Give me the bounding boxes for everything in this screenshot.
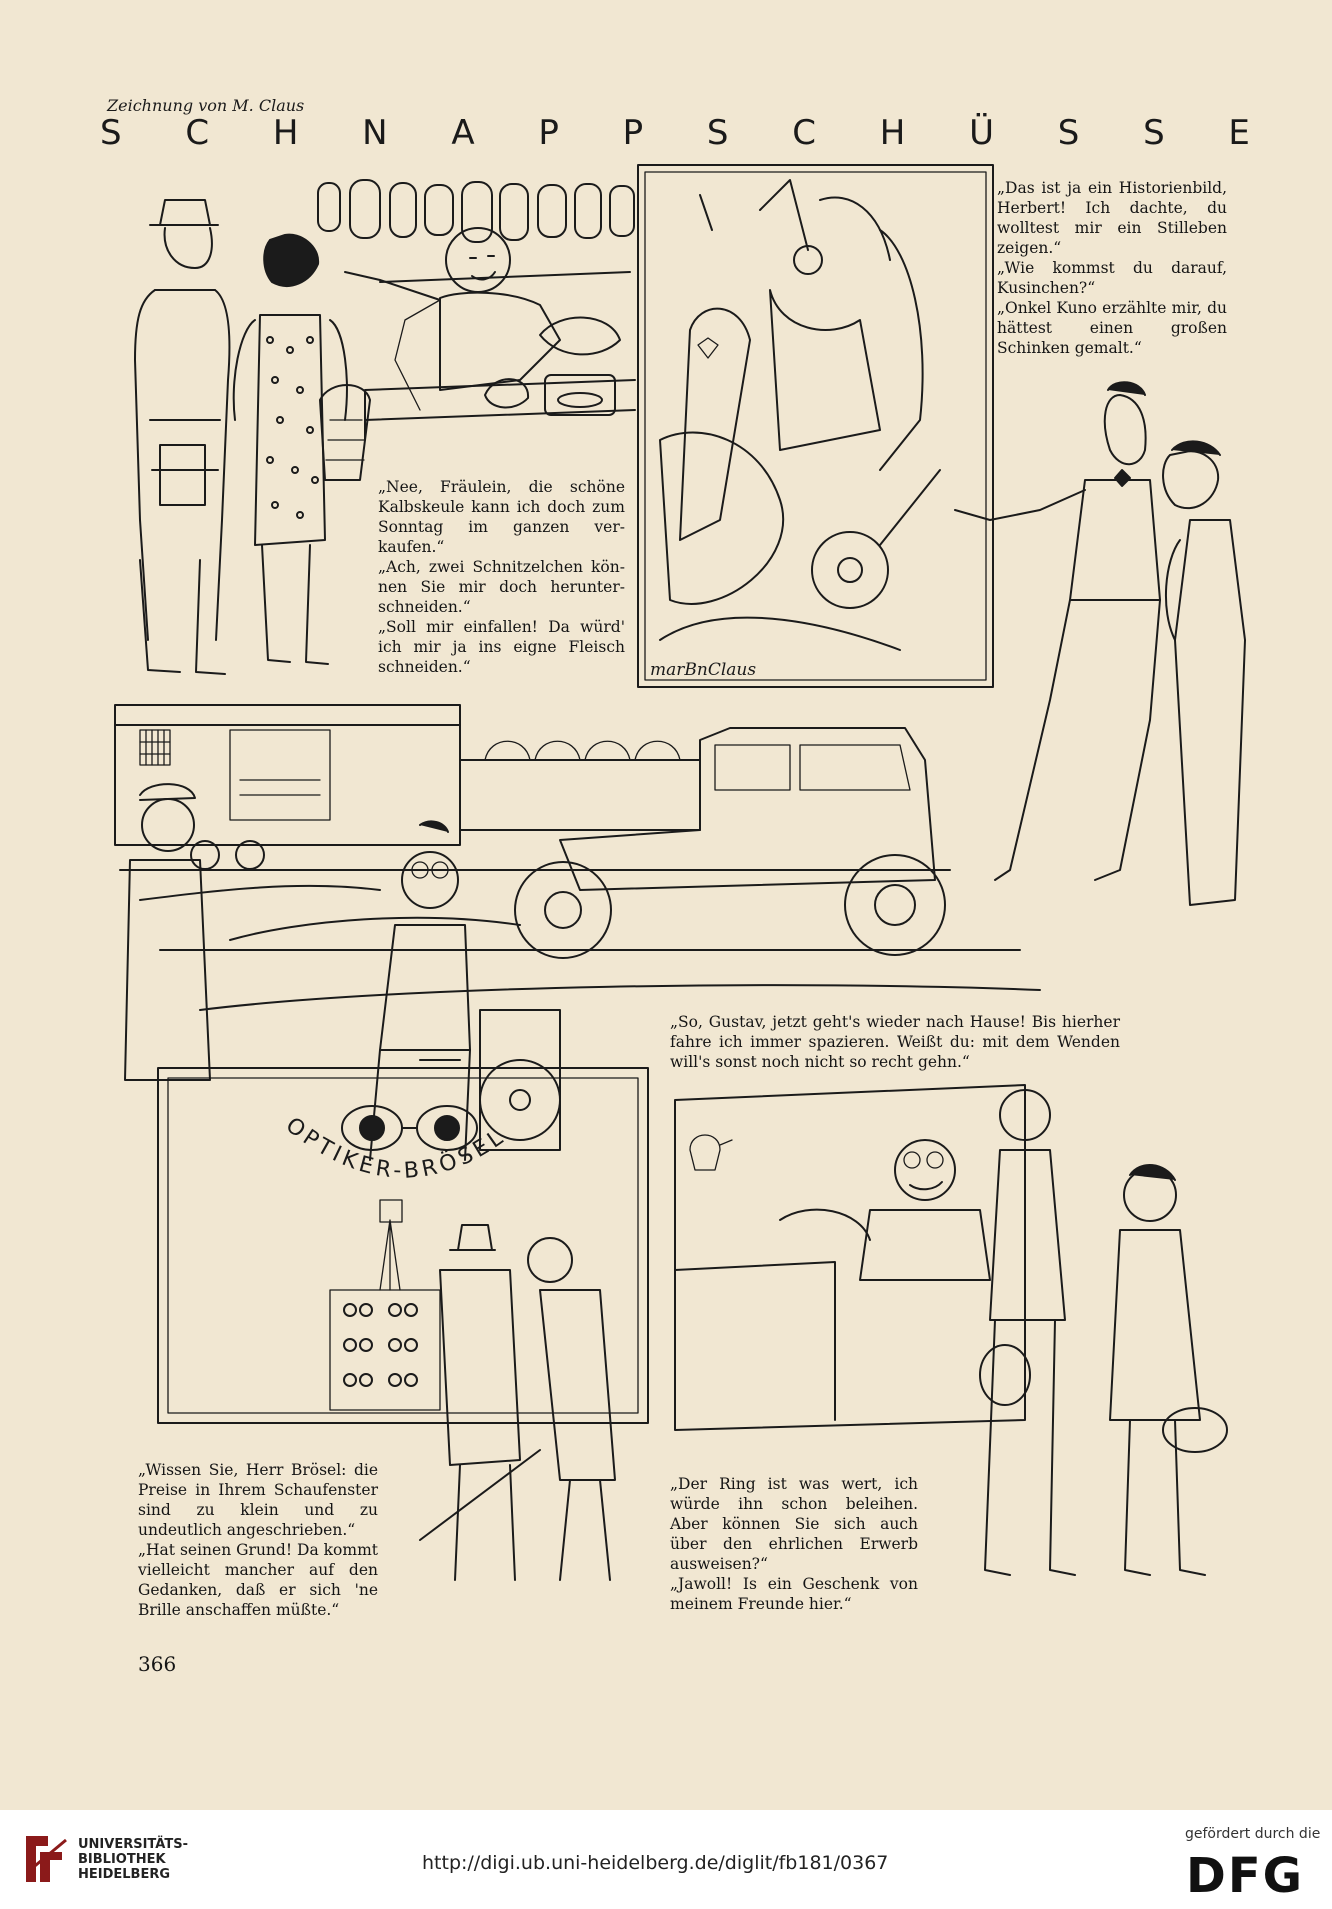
caption-painting: „Das ist ja ein Historienbild, Herbert! Ich dachte, du wolltest mir ein Stilleben zeigen.“ „Wie kommst du darauf, Kusinchen?“ „Onkel Kuno erzählte mir, du hättest einen großen Schinken gemalt.“ bbox=[997, 179, 1227, 357]
library-name bbox=[78, 1837, 188, 1882]
painter-signature: marBnClaus bbox=[650, 660, 757, 680]
title-letter: E bbox=[1228, 113, 1250, 153]
caption-butcher: „Nee, Fräulein, die schöne Kalbskeule kann ich doch zum Sonntag im ganzen verkaufen.“ „Ach, zwei Schnitzelchen können Sie mir doch herunterschneiden.“ „Soll mir einfallen! Da würd' ich mir ja ins eigne Fleisch schneiden.“ bbox=[378, 478, 625, 676]
optician-sign-text: OPTIKER-BRÖSEL bbox=[280, 1112, 511, 1184]
viewer-footer bbox=[0, 1810, 1332, 1909]
title-letter: H bbox=[272, 113, 299, 153]
svg-text:OPTIKER-BRÖSEL bbox=[281, 1113, 511, 1184]
page-number: 366 bbox=[138, 1652, 177, 1676]
title-letter: P bbox=[622, 113, 644, 153]
university-library-logo-icon bbox=[22, 1830, 70, 1888]
library-name-line: UNIVERSITÄTS- bbox=[78, 1837, 188, 1852]
title-letter: A bbox=[451, 113, 475, 153]
title-letter: S bbox=[706, 113, 729, 153]
title-letter: S bbox=[1057, 113, 1080, 153]
title-letter: H bbox=[879, 113, 906, 153]
library-name-line: BIBLIOTHEK bbox=[78, 1852, 166, 1867]
caption-car: „So, Gustav, jetzt geht's wieder nach Hause! Bis hierher fahre ich immer spazieren. Weißt du: mit dem Wenden will's sonst noch nicht so recht gehn.“ bbox=[670, 1013, 1120, 1071]
permalink-url[interactable]: http://digi.ub.uni-heidelberg.de/diglit/fb181/0367 bbox=[422, 1852, 889, 1874]
dfg-logo: DFG bbox=[1186, 1848, 1305, 1904]
title-letter: S bbox=[100, 113, 122, 153]
caption-optician: „Wissen Sie, Herr Brösel: die Preise in Ihrem Schaufenster sind zu klein und zu undeutlich angeschrieben.“ „Hat seinen Grund! Da kommt vielleicht mancher auf den Gedanken, daß er sich 'ne Brille anschaffen müßte.“ bbox=[138, 1461, 378, 1619]
title-letter: P bbox=[538, 113, 559, 153]
caption-pawn: „Der Ring ist was wert, ich würde ihn schon beleihen. Aber können Sie sich auch über den ehrlichen Erwerb ausweisen?“ „Jawoll! Is ein Geschenk von meinem Freunde hier.“ bbox=[670, 1475, 918, 1613]
illustrator-byline: Zeichnung von M. Claus bbox=[107, 96, 305, 115]
title-letter: S bbox=[1143, 113, 1165, 153]
title-letter: Ü bbox=[969, 113, 994, 153]
library-name-line: HEIDELBERG bbox=[78, 1867, 171, 1882]
title-letter: C bbox=[185, 113, 210, 153]
title-letter: C bbox=[792, 113, 816, 153]
funded-by-label: gefördert durch die bbox=[1185, 1826, 1321, 1842]
title-letter: N bbox=[362, 113, 388, 153]
